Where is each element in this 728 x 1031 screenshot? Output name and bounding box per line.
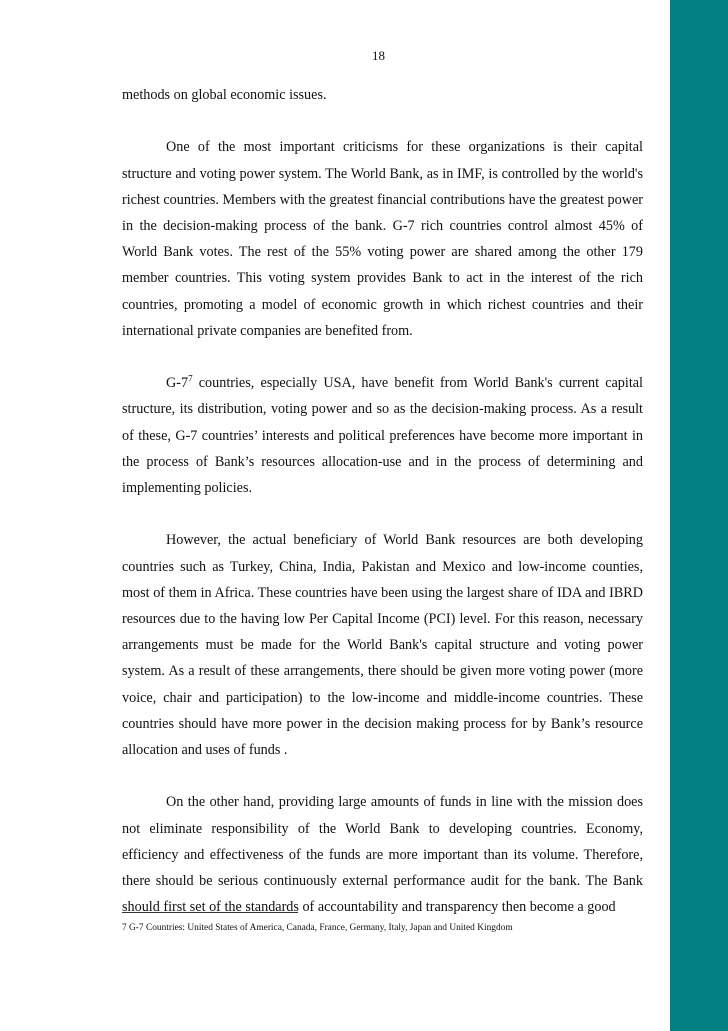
footnote-reference[interactable]: 7	[188, 373, 193, 384]
footnote-divider	[122, 912, 298, 913]
paragraph-3-lead: G-7	[166, 375, 189, 392]
paragraph-5: On the other hand, providing large amounts of funds in line with the mission does not eliminate responsibility of the World Bank to developing countries. Economy, efficiency and effectiveness of the funds are more important than its volume. Therefore, there should be serious continuously external performance audit for the bank. The Bank should first set of the standards of accountability and transparency then become a good	[122, 794, 643, 916]
paragraph-3-text: countries, especially USA, have benefit from World Bank's current capital structure, its distribution, voting power and so as the decision-making process. As a result of these, G-7 countries’ interests and political preferences have become more important in the process of Bank’s resources allocation-use and in the process of determining and implementing policies.	[122, 375, 643, 497]
page-number: 18	[372, 48, 385, 63]
paragraph-4: However, the actual beneficiary of World Bank resources are both developing countries such as Turkey, China, India, Pakistan and Mexico and low-income counties, most of them in Africa. These countries have been using the largest share of IDA and IBRD resources due to the having low Per Capital Income (PCI) level. For this reason, necessary arrangements must be made for the World Bank's capital structure and voting power system. As a result of these arrangements, there should be given more voting power (more voice, chair and participation) to the low-income and middle-income countries. These countries should have more power in the decision making process for by Bank’s resource allocation and uses of funds .	[122, 532, 643, 759]
paragraph-2: One of the most important criticisms for these organizations is their capital structure and voting power system. The World Bank, as in IMF, is controlled by the world's richest countries. Members with the greatest financial contributions have the greatest power in the decision-making process of the bank. G-7 rich countries control almost 45% of World Bank votes. The rest of the 55% voting power are shared among the other 179 member countries. This voting system provides Bank to act in the interest of the rich countries, promoting a model of economic growth in which richest countries and their international private companies are benefited from.	[122, 139, 643, 339]
paragraph-3	[122, 370, 643, 501]
body-text	[122, 82, 643, 920]
paragraph-1: methods on global economic issues.	[122, 87, 327, 103]
footnote: 7 G-7 Countries: United States of America, Canada, France, Germany, Italy, Japan and United Kingdom	[122, 923, 513, 933]
decorative-side-bar	[670, 0, 728, 1031]
